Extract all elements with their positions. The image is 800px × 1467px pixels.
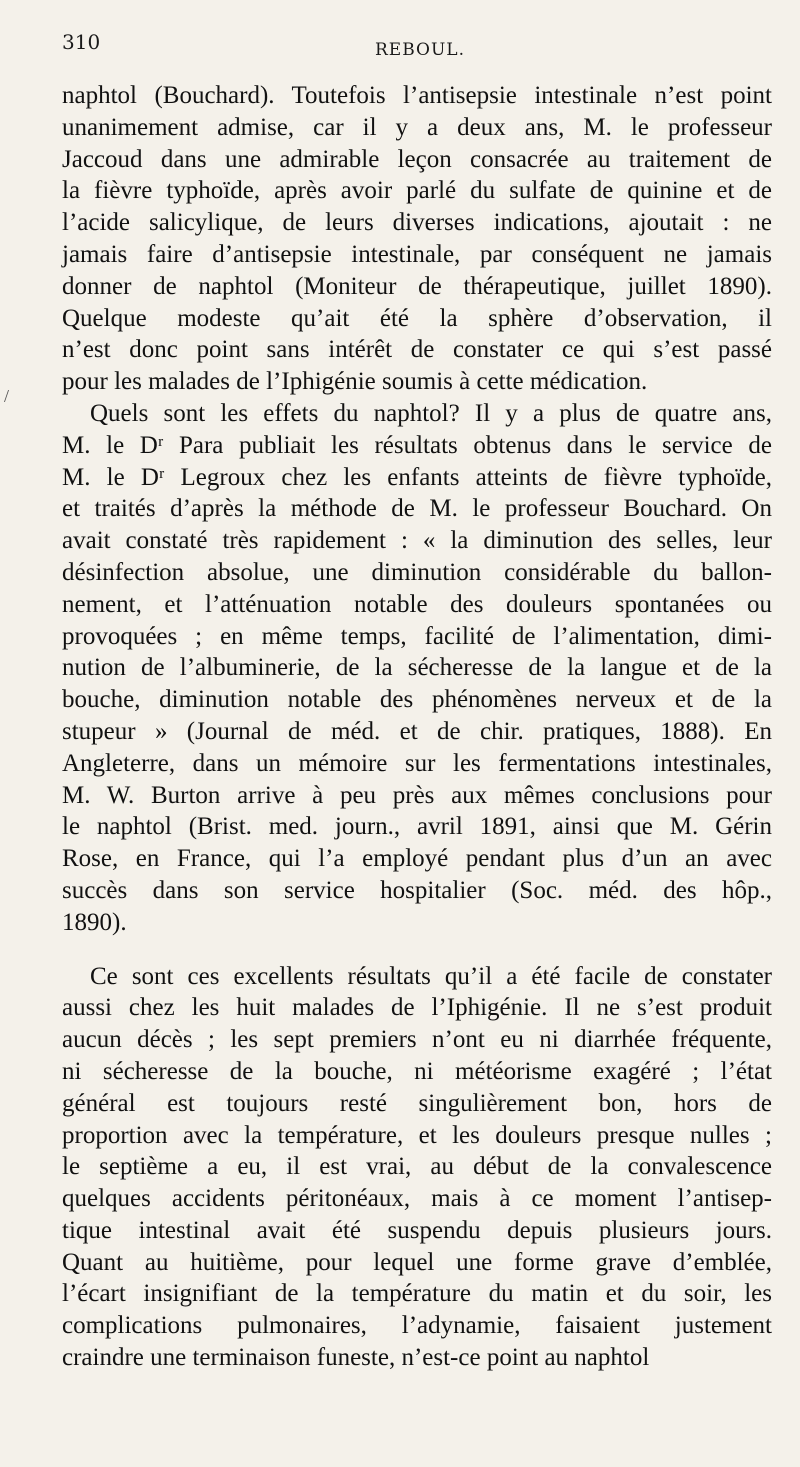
text-line: succès dans son service hospitalier (Soc. méd. des hôp., xyxy=(62,876,772,904)
text-line: jamais faire d’antisepsie intestinale, par conséquent ne jamais xyxy=(62,240,772,268)
text-line: le septième a eu, il est vrai, au début de la convalescence xyxy=(62,1153,772,1181)
body-text xyxy=(62,80,772,1374)
margin-mark: / xyxy=(4,386,10,406)
text-line: aussi chez les huit malades de l’Iphigénie. Il ne s’est produit xyxy=(62,994,772,1022)
text-line: Ce sont ces excellents résultats qu’il a été facile de constater xyxy=(90,962,772,990)
text-line: M. le Dʳ Legroux chez les enfants atteints de fièvre typhoïde, xyxy=(62,463,772,491)
text-line: la fièvre typhoïde, après avoir parlé du sulfate de quinine et de xyxy=(62,177,772,205)
text-line: quelques accidents péritonéaux, mais à ce moment l’antisep- xyxy=(62,1185,772,1213)
text-line: complications pulmonaires, l’adynamie, faisaient justement xyxy=(62,1312,772,1340)
text-line: donner de naphtol (Moniteur de thérapeutique, juillet 1890). xyxy=(62,272,772,300)
paragraph xyxy=(62,398,772,939)
text-line: désinfection absolue, une diminution considérable du ballon- xyxy=(62,558,772,586)
text-line: M. W. Burton arrive à peu près aux mêmes conclusions pour xyxy=(62,781,772,809)
text-line: nement, et l’atténuation notable des douleurs spontanées ou xyxy=(62,590,772,618)
text-line: proportion avec la température, et les douleurs presque nulles ; xyxy=(62,1121,772,1149)
text-line: Rose, en France, qui l’a employé pendant plus d’un an avec xyxy=(62,845,772,873)
text-line: tique intestinal avait été suspendu depuis plusieurs jours. xyxy=(62,1216,772,1244)
text-line: provoquées ; en même temps, facilité de l’alimentation, dimi- xyxy=(62,622,772,650)
text-line: avait constaté très rapidement : « la diminution des selles, leur xyxy=(62,527,772,555)
text-line: aucun décès ; les sept premiers n’ont eu ni diarrhée fréquente, xyxy=(62,1026,772,1054)
paragraph xyxy=(62,80,772,398)
text-line: l’acide salicylique, de leurs diverses indications, ajoutait : ne xyxy=(62,209,772,237)
text-line: et traités d’après la méthode de M. le professeur Bouchard. On xyxy=(62,495,772,523)
text-line: Quelque modeste qu’ait été la sphère d’observation, il xyxy=(62,304,772,332)
text-line: n’est donc point sans intérêt de constater ce qui s’est passé xyxy=(62,336,772,364)
running-head: REBOUL. xyxy=(375,40,465,60)
text-line: nution de l’albuminerie, de la sécheresse de la langue et de la xyxy=(62,654,772,682)
text-line: général est toujours resté singulièrement bon, hors de xyxy=(62,1089,772,1117)
text-line: pour les malades de l’Iphigénie soumis à cette médication. xyxy=(62,368,648,396)
paragraph-gap xyxy=(62,939,772,961)
text-line: l’écart insignifiant de la température du matin et du soir, les xyxy=(62,1280,772,1308)
text-line: stupeur » (Journal de méd. et de chir. pratiques, 1888). En xyxy=(62,717,772,745)
text-line: 1890). xyxy=(62,908,127,936)
text-line: M. le Dʳ Para publiait les résultats obtenus dans le service de xyxy=(62,431,772,459)
text-line: Angleterre, dans un mémoire sur les fermentations intestinales, xyxy=(62,749,772,777)
text-line: Quant au huitième, pour lequel une forme grave d’emblée, xyxy=(62,1248,772,1276)
text-line: ni sécheresse de la bouche, ni météorisme exagéré ; l’état xyxy=(62,1057,772,1085)
text-line: Quels sont les effets du naphtol? Il y a plus de quatre ans, xyxy=(90,399,772,427)
page-number: 310 xyxy=(62,30,101,54)
text-line: Jaccoud dans une admirable leçon consacrée au traitement de xyxy=(62,145,772,173)
text-line: naphtol (Bouchard). Toutefois l’antisepsie intestinale n’est point xyxy=(62,82,772,109)
paragraph xyxy=(62,961,772,1374)
text-line: bouche, diminution notable des phénomènes nerveux et de la xyxy=(62,686,772,714)
text-line: unanimement admise, car il y a deux ans, M. le professeur xyxy=(62,113,772,141)
text-line: le naphtol (Brist. med. journ., avril 1891, ainsi que M. Gérin xyxy=(62,813,772,841)
text-line: craindre une terminaison funeste, n’est-ce point au naphtol xyxy=(62,1344,650,1372)
